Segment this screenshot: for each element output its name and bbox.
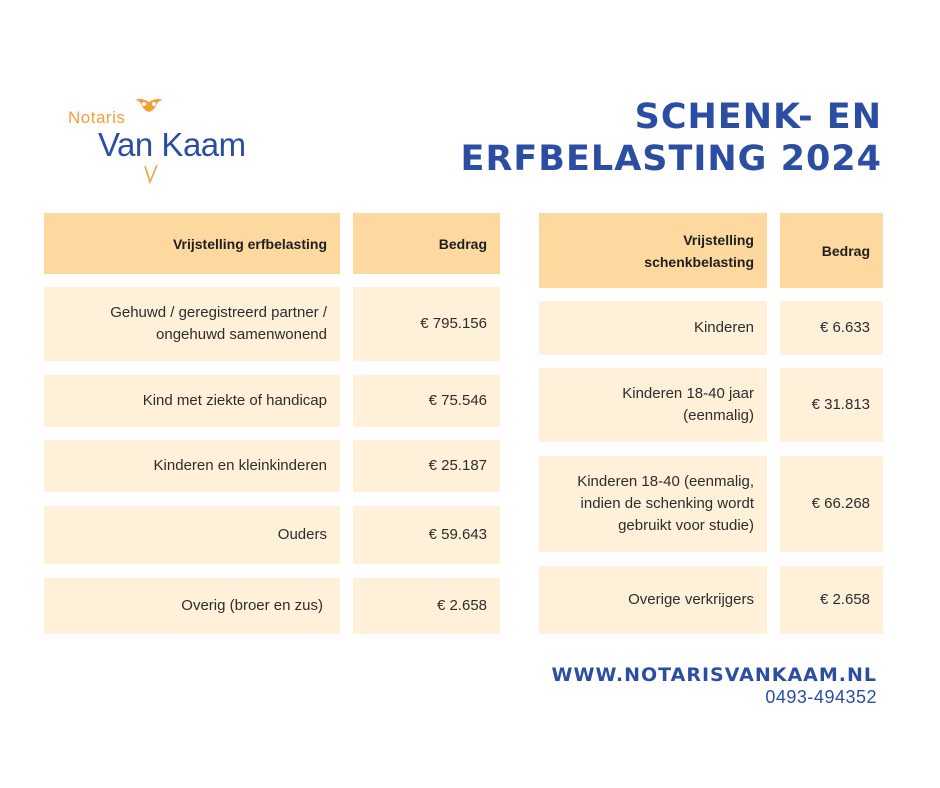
schenk-row-label (539, 368, 767, 442)
erf-row-5-label: Overig (broer en zus) (181, 597, 323, 614)
schenk-header-label-line-2: schenkbelasting (644, 253, 754, 270)
owl-icon (132, 96, 166, 114)
erf-row-2-amount: € 75.546 (428, 392, 487, 409)
schenk-row-label (539, 456, 767, 552)
erf-row-amount (353, 578, 500, 634)
website-link[interactable]: WWW.NOTARISVANKAAM.NL (551, 664, 877, 686)
erf-row-5-amount: € 2.658 (436, 597, 487, 614)
schenk-header-amount-text: Bedrag (821, 242, 870, 259)
schenk-row-3-label-line-1: Kinderen 18-40 (eenmalig, (577, 473, 754, 490)
schenk-row-2-label-line-1: Kinderen 18-40 jaar (622, 385, 754, 402)
erf-row-label (44, 375, 340, 427)
erf-header-amount (353, 213, 500, 274)
schenk-row-amount (780, 368, 883, 442)
erf-row-3-label: Kinderen en kleinkinderen (153, 457, 327, 474)
schenk-row-2-amount: € 31.813 (811, 396, 870, 413)
schenk-row-4-amount: € 2.658 (819, 591, 870, 608)
erf-row-amount (353, 506, 500, 564)
erf-row-1-label-line-1: Gehuwd / geregistreerd partner / (110, 304, 327, 321)
erf-row-label (44, 287, 340, 361)
erf-header-amount-text: Bedrag (438, 235, 487, 252)
erf-row-1-label-line-2: ongehuwd samenwonend (156, 326, 327, 343)
erf-row-amount (353, 287, 500, 361)
schenk-row-4-label: Overige verkrijgers (628, 591, 754, 608)
logo-text-vankaam: Van Kaam (98, 126, 246, 163)
schenk-row-3-label-line-3: gebruikt voor studie) (618, 517, 754, 534)
erf-header-label-text: Vrijstelling erfbelasting (172, 235, 327, 252)
schenk-header-amount (780, 213, 883, 288)
schenk-row-label (539, 301, 767, 355)
schenk-row-1-label: Kinderen (693, 319, 754, 336)
schenk-row-amount (780, 456, 883, 552)
erf-row-4-amount: € 59.643 (428, 526, 487, 543)
erf-row-3-amount: € 25.187 (428, 457, 487, 474)
check-tick-icon (144, 164, 158, 184)
schenk-header-label-line-1: Vrijstelling (683, 231, 754, 248)
erf-row-2-label: Kind met ziekte of handicap (142, 392, 327, 409)
erf-row-amount (353, 440, 500, 492)
erf-row-1-amount: € 795.156 (420, 315, 487, 332)
phone-number[interactable]: 0493-494352 (765, 687, 877, 707)
title-line-2: ERFBELASTING 2024 (460, 139, 882, 179)
title-line-1: SCHENK- EN (634, 97, 882, 137)
erf-row-amount (353, 375, 500, 427)
schenk-row-1-amount: € 6.633 (819, 319, 870, 336)
schenk-row-3-amount: € 66.268 (811, 495, 870, 512)
page-title (461, 96, 882, 180)
schenk-row-2-label-line-2: (eenmalig) (683, 407, 754, 424)
schenk-header-label (539, 213, 767, 288)
erf-row-label (44, 440, 340, 492)
erf-row-4-label: Ouders (277, 526, 327, 543)
logo-text-notaris: Notaris (68, 108, 126, 127)
schenk-row-amount (780, 566, 883, 634)
erf-header-label (44, 213, 340, 274)
logo (66, 96, 256, 188)
schenk-row-3-label-line-2: indien de schenking wordt (580, 495, 754, 512)
schenk-row-amount (780, 301, 883, 355)
erf-row-label (44, 578, 340, 634)
erf-row-label (44, 506, 340, 564)
schenk-row-label (539, 566, 767, 634)
